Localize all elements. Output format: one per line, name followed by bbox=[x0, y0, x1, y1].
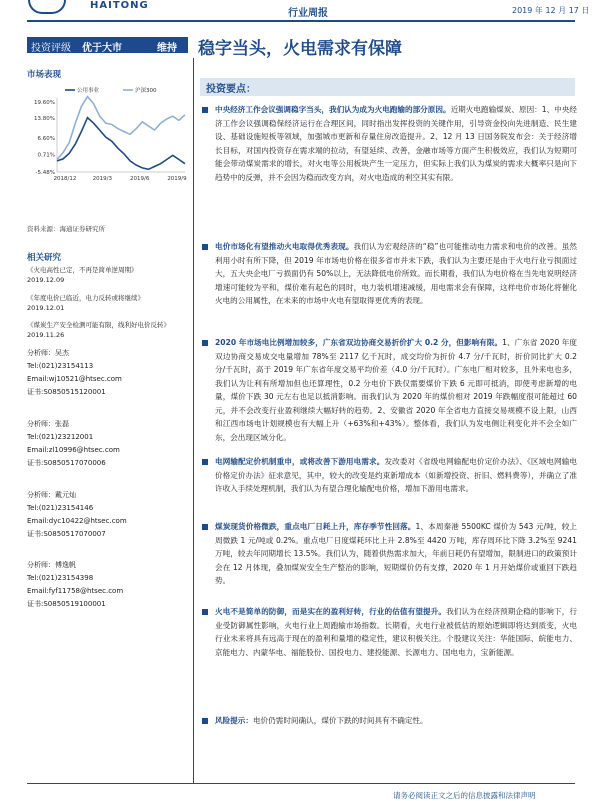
keypoint-paragraph bbox=[215, 240, 577, 308]
analyst-tel: Tel:(021)23154146 bbox=[27, 504, 94, 512]
company-logo bbox=[28, 0, 149, 20]
x-tick-label: 2019/9 bbox=[167, 176, 187, 182]
related-research-date: 2019.11.26 bbox=[27, 331, 65, 339]
related-research-item[interactable] bbox=[27, 265, 187, 285]
keypoint-lead: 风险提示： bbox=[215, 716, 253, 725]
keypoint-paragraph bbox=[215, 336, 577, 444]
header-divider bbox=[27, 20, 575, 22]
keypoint-paragraph bbox=[215, 605, 577, 659]
chart-source: 资料来源：海通证券研究所 bbox=[27, 225, 105, 233]
related-research-item[interactable] bbox=[27, 293, 187, 313]
rating-action: 维持 bbox=[157, 43, 177, 54]
related-research-title: 《年度电价已临近，电力反转或将继续》 bbox=[27, 294, 144, 302]
y-tick-label: -5.48% bbox=[35, 170, 55, 176]
chart-series bbox=[57, 97, 185, 170]
footer-disclaimer: 请务必阅读正文之后的信息披露和法律声明 bbox=[393, 791, 536, 800]
keypoint-body: 1、本周秦港 5500KC 煤价为 543 元/吨，较上周微跌 1 元/吨或 0.2%。重点电厂日度煤耗环比上升 2.8%至 4420 万吨，库存周环比下降 3.2%至 9241 万吨，较去年同期增长 13.5%。我们认为，随着供热需求加大，年前日耗仍有望增加，限制进口的政策预计会在 12 月体现，叠加煤炭安全生产整治的影响，短期煤价仍有支撑，2020 年 1 月开始煤价或重回下跌趋势。 bbox=[215, 522, 578, 585]
keypoint-lead: 电网输配定价机制重申，或将改善下游用电需求。 bbox=[215, 457, 385, 466]
analyst-email[interactable]: Email:zl10996@htsec.com bbox=[27, 446, 120, 454]
keypoint-lead: 中央经济工作会议强调稳字当头，我们认为成为火电跑输的部分原因。 bbox=[215, 105, 451, 114]
rating-bar bbox=[27, 37, 188, 53]
rating-value: 优于大市 bbox=[82, 43, 122, 54]
keypoints-title: 投资要点： bbox=[206, 84, 256, 95]
related-research-title: 《煤炭生产安全检测可能有限，线利好电价反转》 bbox=[27, 321, 170, 329]
keypoint-body: 发改委对《省级电网输配电价定价办法》、《区域电网输电价格定价办法》征求意见，其中，较大的改变是约束新增成本（如新增投资、折旧、燃料费等），并确立了准许收入手续处理机制，我们认为有望合理化输配电价格，增加下游用电需求。 bbox=[215, 457, 577, 493]
analyst-cert: 证书:S0850515120001 bbox=[27, 388, 106, 396]
logo-text: HAITONG bbox=[90, 0, 149, 11]
keypoint-body: 我们认为宏观经济的“稳”也可能推动电力需求和电价的改善。虽然利用小时有所下降，但 2019 年市场电价格在很多省市并未下跌，我们认为主要还是由于火电行业亏损面过大，五大央企电厂亏损面仍有 50%以上，无法降低电价所致。而长期看，我们认为电价格在当先电说明经济增速可能较为平和，煤价难有起色的同时，电力装机增速减缓，用电需求会有保障，这样电价市场化将催化火电的公用属性，在未来的市场中火电有望取得更优秀的表现。 bbox=[215, 242, 577, 305]
analyst-email[interactable]: Email:wj10521@htsec.com bbox=[27, 375, 122, 383]
keypoints-header-bg bbox=[200, 78, 575, 96]
keypoint-paragraph bbox=[215, 714, 577, 728]
report-date: 2019 年 12 月 17 日 bbox=[512, 6, 590, 15]
bullet-icon bbox=[202, 340, 208, 346]
market-section-title: 市场表现 bbox=[27, 70, 62, 80]
x-tick-label: 2018/12 bbox=[53, 176, 77, 182]
related-section-title: 相关研究 bbox=[27, 253, 62, 263]
series-line-0 bbox=[57, 118, 185, 170]
analyst-cert: 证书:S0850517070007 bbox=[27, 530, 106, 538]
x-tick-label: 2019/3 bbox=[92, 176, 113, 182]
analyst-card bbox=[27, 418, 187, 470]
analyst-tel: Tel:(021)23212001 bbox=[27, 433, 94, 441]
bullet-icon bbox=[202, 609, 208, 615]
y-tick-label: 6.60% bbox=[37, 136, 55, 143]
column-divider bbox=[193, 58, 194, 784]
rating-label: 投资评级 bbox=[31, 43, 71, 54]
bullet-icon bbox=[202, 524, 208, 530]
x-tick-label: 2019/6 bbox=[129, 176, 150, 182]
logo-mark bbox=[28, 0, 66, 14]
analyst-name: 分析师：吴杰 bbox=[27, 349, 69, 357]
related-research-title: 《火电高性已定，不再是简单逆周期》 bbox=[27, 266, 138, 274]
analyst-cert: 证书:S0850519100001 bbox=[27, 600, 106, 608]
legend-label: 公用事业 bbox=[77, 88, 100, 94]
analyst-name: 分析师：张磊 bbox=[27, 420, 69, 428]
bullet-icon bbox=[202, 718, 208, 724]
page-title: 稳字当头，火电需求有保障 bbox=[198, 39, 402, 59]
y-tick-label: 0.71% bbox=[37, 152, 55, 159]
footer-divider bbox=[27, 783, 575, 784]
analyst-email[interactable]: Email:fyf11758@htsec.com bbox=[27, 587, 124, 595]
analyst-card bbox=[27, 489, 187, 541]
related-research-date: 2019.12.01 bbox=[27, 304, 65, 312]
y-tick-label: 19.60% bbox=[34, 99, 55, 106]
analyst-card bbox=[27, 347, 187, 399]
related-research-date: 2019.12.09 bbox=[27, 276, 65, 284]
market-chart bbox=[27, 84, 191, 196]
keypoint-body: 近期火电跑输煤炭、原因：1、中央经济工作会议强调稳保经济运行在合理区间，同时指出发挥投资的关键作用，引导资金投向先进制造、民生建设、基础设施短板等领域，加强城市更新和存量住房改造提升。2、12 月 13 日国务院发布会：关于经济增长目标，对国内投资存在需求端的拉动，有望延续、改善，金融市场等方面产生积极效应，我们认为短期可能会带动煤炭需求的增长，对火电等公用板块产生一定压力，但实际上我们认为煤炭的需求大概率只是向下趋势中的反弹，并不会因为稳而改变方向，对火电造成的利空其实有限。 bbox=[215, 105, 577, 182]
chart-y-axis bbox=[34, 98, 57, 176]
bullet-icon bbox=[202, 459, 208, 465]
keypoint-lead: 火电不是简单的防御，而是实在的盈利好转，行业的估值有望提升。 bbox=[215, 607, 447, 616]
y-tick-label: 13.80% bbox=[34, 116, 55, 123]
keypoint-paragraph bbox=[215, 103, 577, 184]
analyst-cert: 证书:S0850517070006 bbox=[27, 459, 106, 467]
report-type: 行业周报 bbox=[288, 8, 328, 19]
keypoint-body: 我们认为在经济预期企稳的影响下，行业受防御属性影响，火电行业上周跑输市场指数。长期看，火电行业被低估的原始逻辑即将达到质变，火电行业未来将具有远高于现在的盈利和量增的稳定性，建议积极关注。个股建议关注：华能国际、皖能电力、京能电力、内蒙华电、福能股份、国投电力、建投能源、长源电力、国电电力，宝新能源。 bbox=[215, 607, 578, 657]
keypoint-paragraph bbox=[215, 455, 577, 496]
bullet-icon bbox=[202, 244, 208, 250]
chart-x-axis bbox=[54, 172, 188, 182]
analyst-name: 分析师：傅逸帆 bbox=[27, 561, 76, 569]
keypoint-lead: 煤炭现货价格微跌，重点电厂日耗上升，库存季节性回落。 bbox=[215, 522, 416, 531]
keypoint-body: 1、广东省 2020 年度双边协商交易成交电量增加 78%至 2117 亿千瓦时，成交均价为折价 4.7 分/千瓦时，折价同比扩大 0.2 分/千瓦时，高于 2019 年广东省年度交易平均价差（4.0 分/千瓦时）。广东电厂相对较多，且外来电也多，我们认为让利有所增加但也还算理性，0.2 分电价下跌仅需要煤价下跌 6 元即可抵消，即使考虑新增的电量，煤价下跌 30 元左右也足以抵消影响。而我们认为 2020 年的煤价相对 2019 年跌幅度很可能超过 60 元，并不会改变行业盈利继续大幅好转的趋势。2、安徽省 2020 年全省电力直接交易规模不设上限，山西和江西市场电计划规模也有大幅上升（+63%和+43%）。整体看，我们认为发电侧让利变化并不会全如广东，会出现区域分化。 bbox=[215, 338, 578, 442]
keypoint-lead: 电价市场化有望推动火电取得优秀表现。 bbox=[215, 242, 354, 251]
analyst-email[interactable]: Email:dyc10422@htsec.com bbox=[27, 517, 127, 525]
analyst-tel: Tel:(021)23154113 bbox=[27, 362, 94, 370]
related-research-item[interactable] bbox=[27, 320, 187, 340]
keypoint-body: 电价仍需时间确认，煤价下跌的时间具有不确定性。 bbox=[252, 716, 428, 725]
keypoint-lead: 2020 年市场电比例增加较多，广东省双边协商交易折价扩大 0.2 分，但影响有限。 bbox=[215, 338, 503, 347]
chart-legend bbox=[65, 86, 157, 94]
analyst-card bbox=[27, 559, 187, 611]
keypoint-paragraph bbox=[215, 520, 577, 588]
bullet-icon bbox=[202, 107, 208, 113]
analyst-tel: Tel:(021)23154398 bbox=[27, 574, 94, 582]
legend-label: 沪深300 bbox=[135, 88, 157, 94]
analyst-name: 分析师：戴元灿 bbox=[27, 491, 76, 499]
